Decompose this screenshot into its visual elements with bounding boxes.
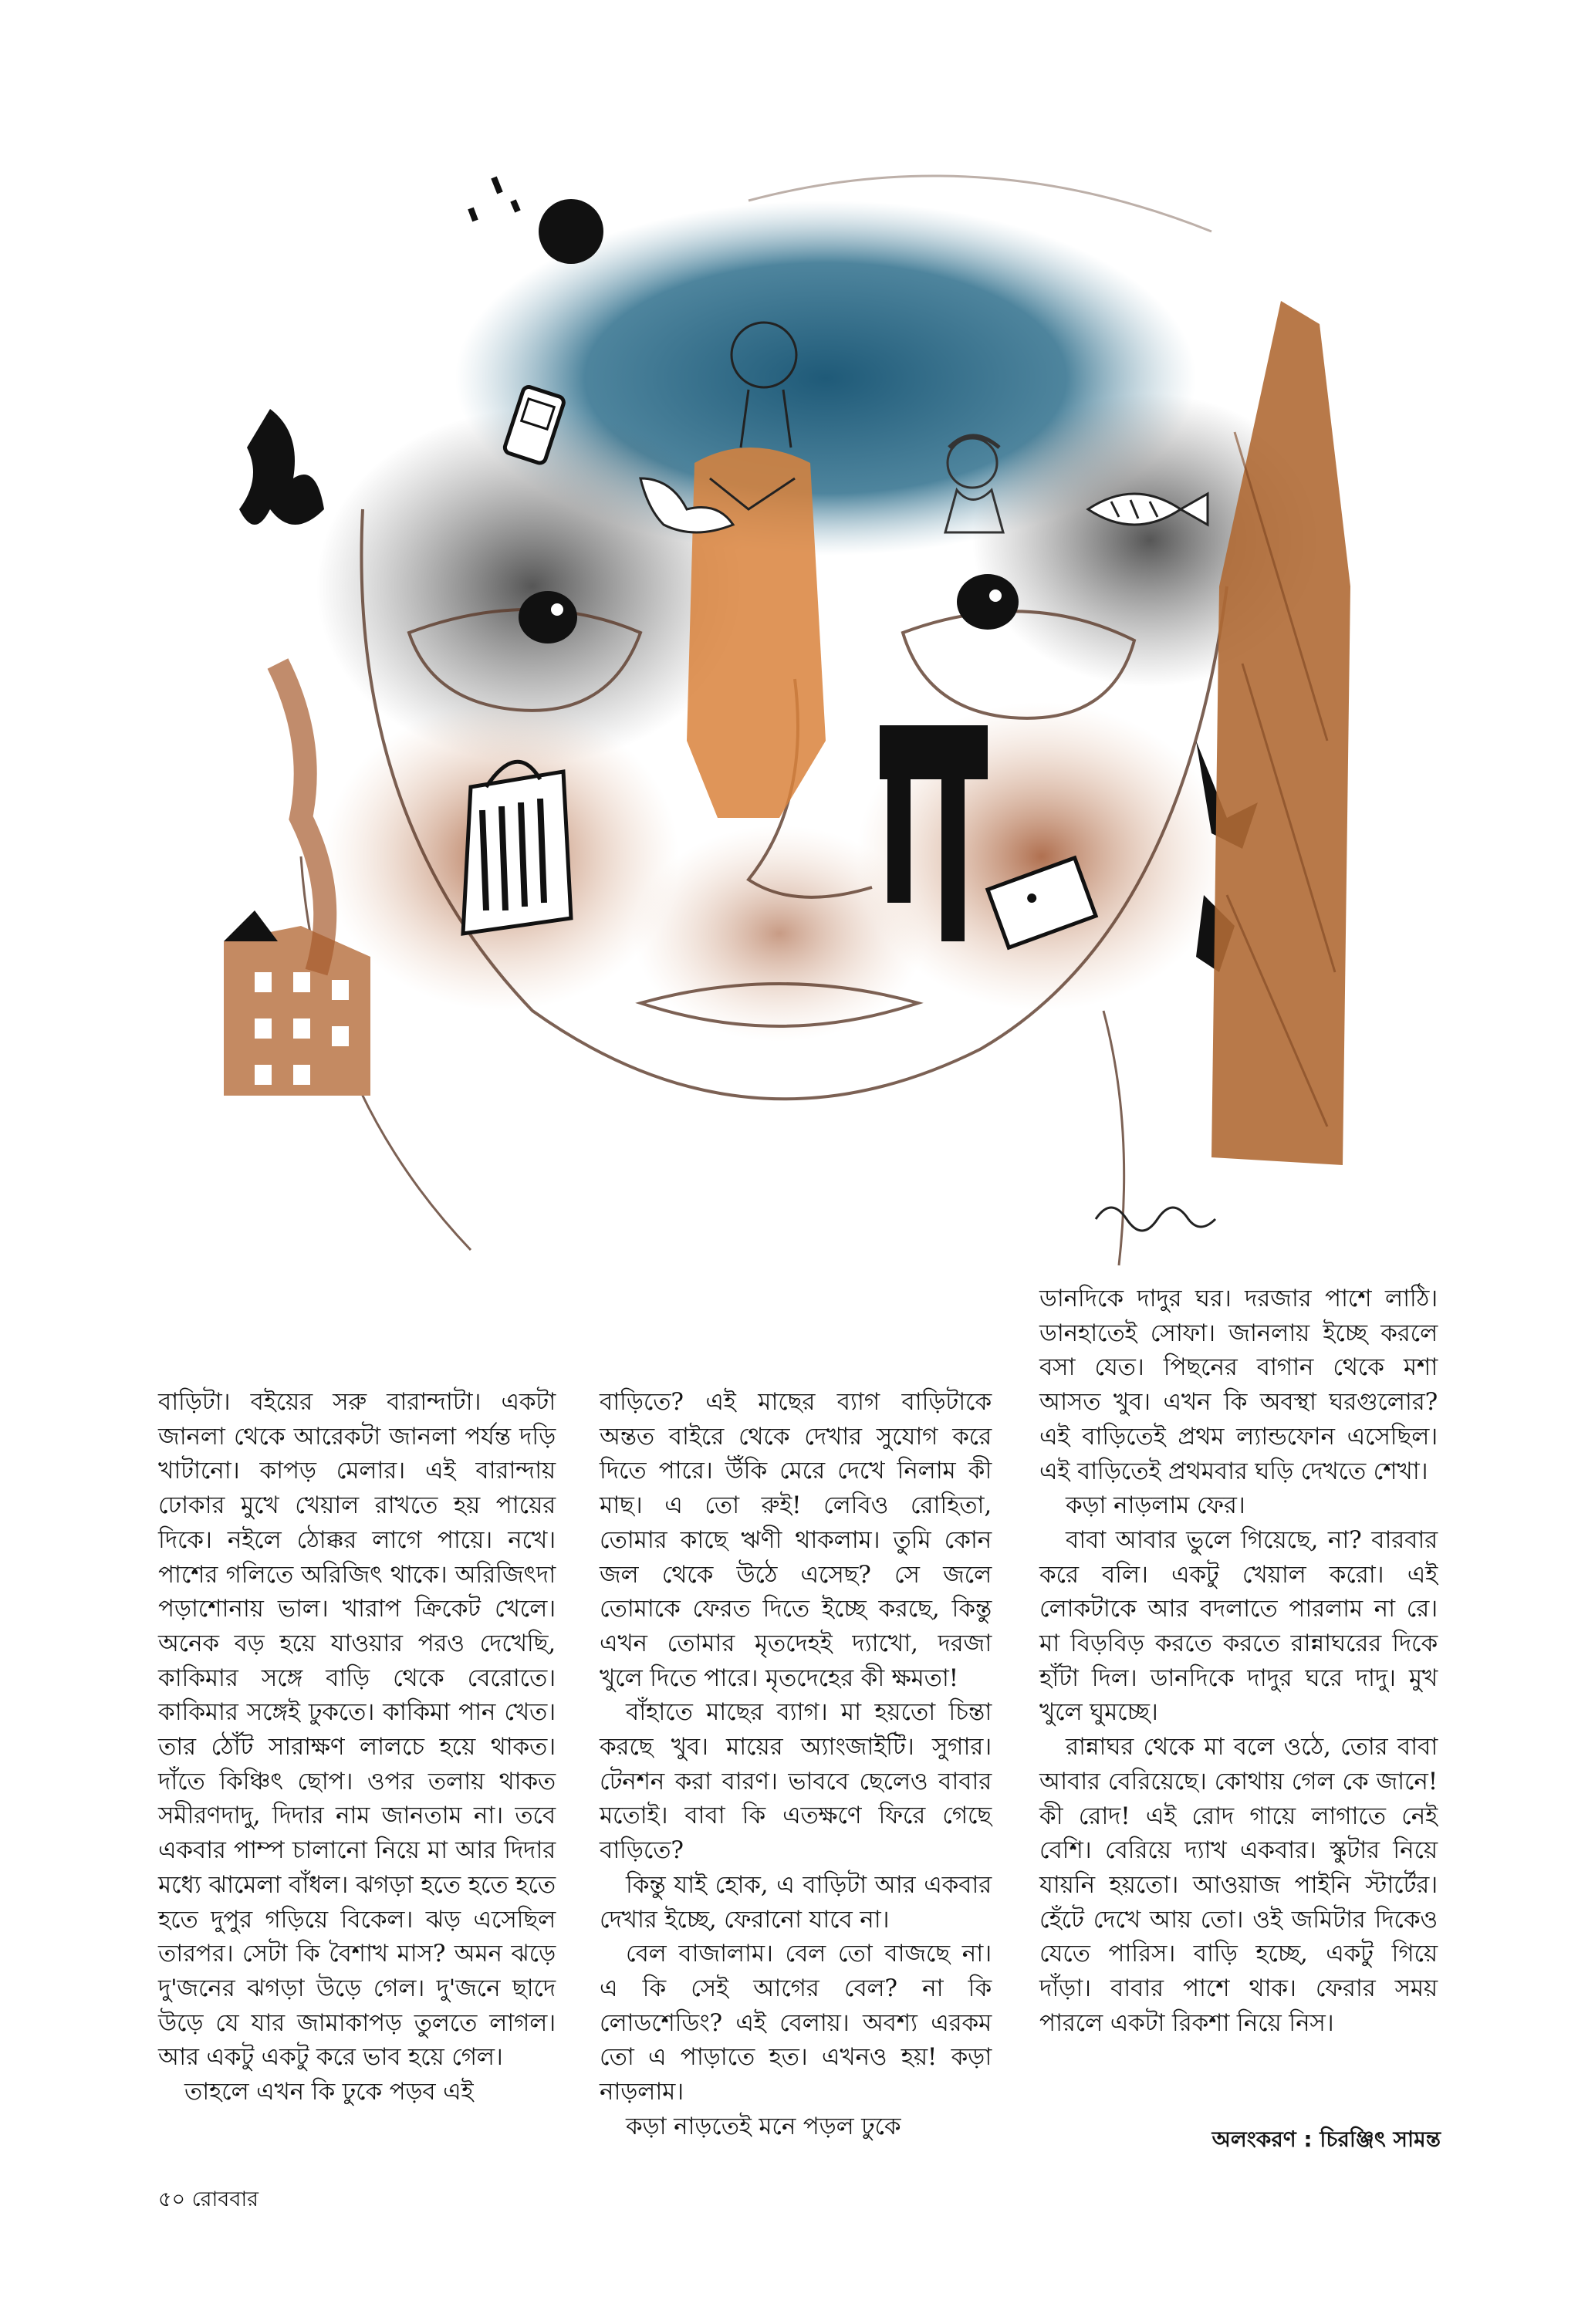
shopping-bag-icon (463, 762, 571, 934)
paragraph: ডানদিকে দাদুর ঘর। দরজার পাশে লাঠি। ডানহাতেই সোফা। জানলায় ইচ্ছে করলে বসা যেত। পিছনের বাগান থেকে মশা আসত খুব। এখন কি অবস্থা ঘরগুলোর? এই বাড়িতেই প্রথম ল্যান্ডফোন এসেছিল। এই বাড়িতেই প্রথমবার ঘড়ি দেখতে শেখা। (1039, 1285, 1438, 1485)
illustration-credit: অলংকরণ : চিরঞ্জিৎ সামন্ত (1211, 2126, 1441, 2152)
building-icon (224, 910, 370, 1096)
paragraph: কড়া নাড়তেই মনে পড়ল ঢুকে (626, 2112, 901, 2140)
paragraph: তাহলে এখন কি ঢুকে পড়ব এই (184, 2078, 474, 2106)
paragraph: কিন্তু যাই হোক, এ বাড়িটা আর একবার দেখার ইচ্ছে, ফেরানো যাবে না। (600, 1870, 992, 1934)
artist-signature (1096, 1208, 1215, 1231)
article-column-1 (158, 1385, 556, 2110)
article-column-2 (600, 1385, 992, 2143)
paragraph: রান্নাঘর থেকে মা বলে ওঠে, তোর বাবা আবার বেরিয়েছে। কোথায় গেল কে জানে! কী রোদ! এই রোদ গায়ে লাগাতে নেই বেশি। বেরিয়ে দ্যাখ একবার। স্কুটার নিয়ে যায়নি হয়তো। আওয়াজ পাইনি স্টার্টের। হেঁটে দেখে আয় তো। ওই জমিটার দিকেও যেতে পারিস। বাড়ি হচ্ছে, একটু গিয়ে দাঁড়া। বাবার পাশে থাক। ফেরার সময় পারলে একটা রিকশা নিয়ে নিস। (1039, 1733, 1438, 2037)
paragraph: বেল বাজালাম। বেল তো বাজছে না। এ কি সেই আগের বেল? না কি লোডশেডিং? এই বেলায়। অবশ্য এরকম তো এ পাড়াতে হত। এখনও হয়! কড়া নাড়লাম। (600, 1940, 992, 2106)
article-column-3 (1039, 1282, 1438, 2040)
paragraph: বাবা আবার ভুলে গিয়েছে, না? বারবার করে বলি। একটু খেয়াল করো। এই লোকটাকে আর বদলাতে পারলাম না রে। মা বিড়বিড় করতে করতে রান্নাঘরের দিকে হাঁটা দিল। ডানদিকে দাদুর ঘরে দাদু। মুখ খুলে ঘুমচ্ছে। (1039, 1525, 1438, 1727)
paragraph: বাড়িটা। বইয়ের সরু বারান্দাটা। একটা জানলা থেকে আরেকটা জানলা পর্যন্ত দড়ি খাটানো। কাপড় মেলার। এই বারান্দায় ঢোকার মুখে খেয়াল রাখতে হয় পায়ের দিকে। নইলে ঠোক্কর লাগে পায়ে। নখে। পাশের গলিতে অরিজিৎ থাকে। অরিজিৎদা পড়াশোনায় ভাল। খারাপ ক্রিকেট খেলে। অনেক বড় হয়ে যাওয়ার পরও দেখেছি, কাকিমার সঙ্গে বাড়ি থেকে বেরোতে। কাকিমার সঙ্গেই ঢুকতে। কাকিমা পান খেত। তার ঠোঁট সারাক্ষণ লালচে হয়ে থাকত। দাঁতে কিঞ্চিৎ ছোপ। ওপর তলায় থাকত সমীরণদাদু, দিদার নাম জানতাম না। তবে একবার পাম্প চালানো নিয়ে মা আর দিদার মধ্যে ঝামেলা বাঁধল। ঝগড়া হতে হতে হতে হতে দুপুর গড়িয়ে বিকেল। ঝড় এসেছিল তারপর। সেটা কি বৈশাখ মাস? অমন ঝড়ে দু'জনের ঝগড়া উড়ে গেল। দু'জনে ছাদে উড়ে যে যার জামাকাপড় তুলতে লাগল। আর একটু একটু করে ভাব হয়ে গেল। (158, 1388, 556, 2072)
paragraph: বাঁহাতে মাছের ব্যাগ। মা হয়তো চিন্তা করছে খুব। মায়ের অ্যাংজাইটি। সুগার। টেনশন করা বারণ। ভাববে ছেলেও বাবার মতোই। বাবা কি এতক্ষণে ফিরে গেছে বাড়িতে? (600, 1698, 992, 1865)
leaf-branch-icon (239, 409, 324, 525)
paragraph: কড়া নাড়লাম ফের। (1066, 1491, 1245, 1520)
paragraph: বাড়িতে? এই মাছের ব্যাগ বাড়িটাকে অন্তত বাইরে থেকে দেখার সুযোগ করে দিতে পারে। উঁকি মেরে দেখে নিলাম কী মাছ। এ তো রুই! লেবিও রোহিতা, তোমার কাছে ঋণী থাকলাম। তুমি কোন জল থেকে উঠে এসেছ? সে জলে তোমাকে ফেরত দিতে ইচ্ছে করছে, কিন্তু এখন তোমার মৃতদেহই দ্যাখো, দরজা খুলে দিতে পারে। মৃতদেহের কী ক্ষমতা! (600, 1388, 992, 1692)
article-illustration (208, 46, 1443, 1296)
page-folio: ৫০ রোববার (158, 2187, 259, 2211)
